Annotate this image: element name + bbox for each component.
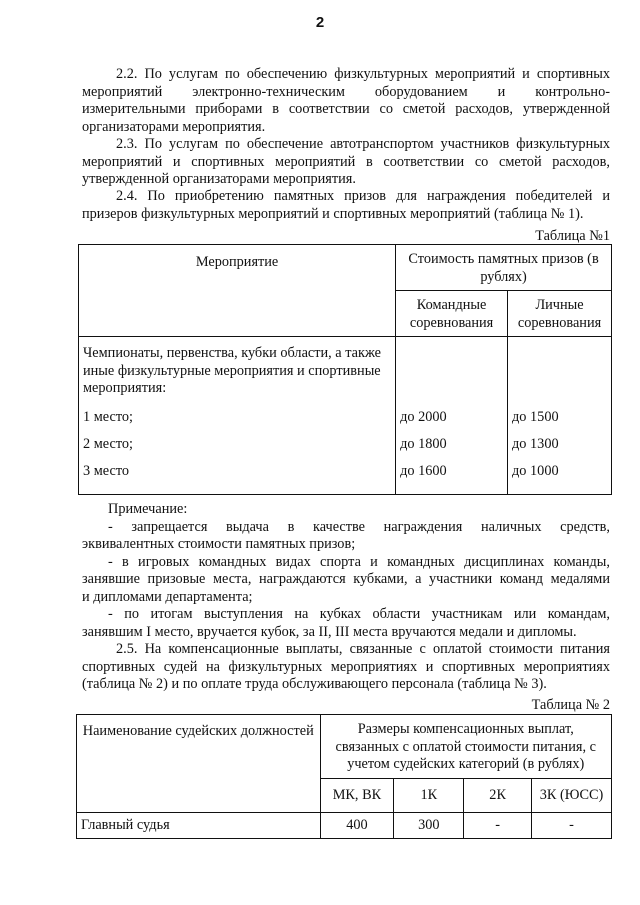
- team-value: до 1800: [400, 436, 447, 452]
- note-line: и дипломами департамента;: [82, 588, 253, 605]
- note-line: занявшие призовые места, награждаются кубками, а участники команд медалями: [82, 571, 610, 587]
- table-1: [78, 244, 612, 495]
- personal-value: до 1500: [512, 409, 559, 425]
- category-1k: 1К: [394, 779, 464, 813]
- table-header-row: [77, 715, 612, 779]
- table-row: [77, 813, 612, 839]
- place-label: 1 место;: [83, 409, 133, 425]
- team-cell: [396, 337, 508, 495]
- paragraph-line: 2.2. По услугам по обеспечению физкультурных мероприятий и спортивных: [116, 66, 610, 82]
- paragraph-line: спортивных судей на физкультурных мероприятиях и спортивных мероприятиях: [82, 658, 610, 675]
- value-cell: -: [464, 813, 532, 839]
- note-line: - запрещается выдача в качестве награждения наличных средств,: [108, 518, 610, 535]
- paragraph-line: мероприятий электронно-техническим оборудованием и контрольно-: [82, 83, 610, 100]
- personal-cell: [508, 337, 612, 495]
- table-2-caption: Таблица № 2: [531, 697, 610, 713]
- note-block: [82, 501, 610, 641]
- note-line: - по итогам выступления на кубках области участникам или командам,: [108, 606, 610, 622]
- paragraph-2-2: [82, 66, 610, 136]
- paragraph-2-5: [82, 641, 610, 694]
- note-title: Примечание:: [108, 501, 188, 517]
- category-2k: 2К: [464, 779, 532, 813]
- place-label: 3 место: [83, 463, 130, 479]
- table-header-row: [79, 245, 612, 291]
- note-line: эквивалентных стоимости памятных призов;: [82, 536, 356, 552]
- paragraph-line: организаторами мероприятия.: [82, 118, 266, 135]
- personal-value: до 1000: [512, 463, 559, 479]
- table-2: [76, 714, 612, 839]
- header-cost: Стоимость памятных призов (в рублях): [396, 245, 612, 291]
- paragraph-line: утвержденной организаторами мероприятия.: [82, 171, 356, 187]
- note-line: занявшим I место, вручается кубок, за II, III места вручаются медали и дипломы.: [82, 623, 577, 640]
- table-1-caption: Таблица №1: [535, 228, 610, 244]
- event-cell: [79, 337, 396, 495]
- team-value: до 2000: [400, 409, 447, 425]
- table-row: [79, 337, 612, 495]
- paragraph-2-3: [82, 136, 610, 189]
- paragraph-2-4: [82, 188, 610, 223]
- header-team: Командные соревнования: [396, 291, 508, 337]
- value-cell: 400: [320, 813, 394, 839]
- paragraph-line: призеров физкультурных мероприятий и спортивных мероприятий (таблица № 1).: [82, 205, 584, 222]
- personal-value: до 1300: [512, 436, 559, 452]
- note-line: - в игровых командных видах спорта и командных дисциплинах команды,: [108, 553, 610, 570]
- category-3k: 3К (ЮСС): [532, 779, 612, 813]
- value-cell: 300: [394, 813, 464, 839]
- header-event: Мероприятие: [79, 245, 396, 337]
- paragraph-line: измерительными приборами в соответствии со сметой расходов, утвержденной: [82, 101, 610, 117]
- paragraph-line: 2.5. На компенсационные выплаты, связанные с оплатой стоимости питания: [116, 641, 610, 657]
- place-label: 2 место;: [83, 436, 133, 452]
- page-number: 2: [315, 14, 325, 31]
- team-value: до 1600: [400, 463, 447, 479]
- header-position: Наименование судейских должностей: [77, 715, 321, 813]
- category-mk-vk: МК, ВК: [320, 779, 394, 813]
- paragraph-line: мероприятий и спортивных мероприятий в соответствии со сметой расходов,: [82, 153, 610, 170]
- paragraph-line: 2.4. По приобретению памятных призов для награждения победителей и: [116, 188, 610, 204]
- paragraph-line: 2.3. По услугам по обеспечение автотранспортом участников физкультурных: [116, 136, 610, 152]
- position-cell: Главный судья: [77, 813, 321, 839]
- group-label: Чемпионаты, первенства, кубки области, а также иные физкультурные мероприятия и спортивные мероприятия:: [83, 345, 381, 396]
- paragraph-line: (таблица № 2) и по оплате труда обслуживающего персонала (таблица № 3).: [82, 676, 547, 692]
- header-personal: Личные соревнования: [508, 291, 612, 337]
- value-cell: -: [532, 813, 612, 839]
- header-amount: Размеры компенсационных выплат, связанных с оплатой стоимости питания, с учетом судейских категорий (в рублях): [320, 715, 612, 779]
